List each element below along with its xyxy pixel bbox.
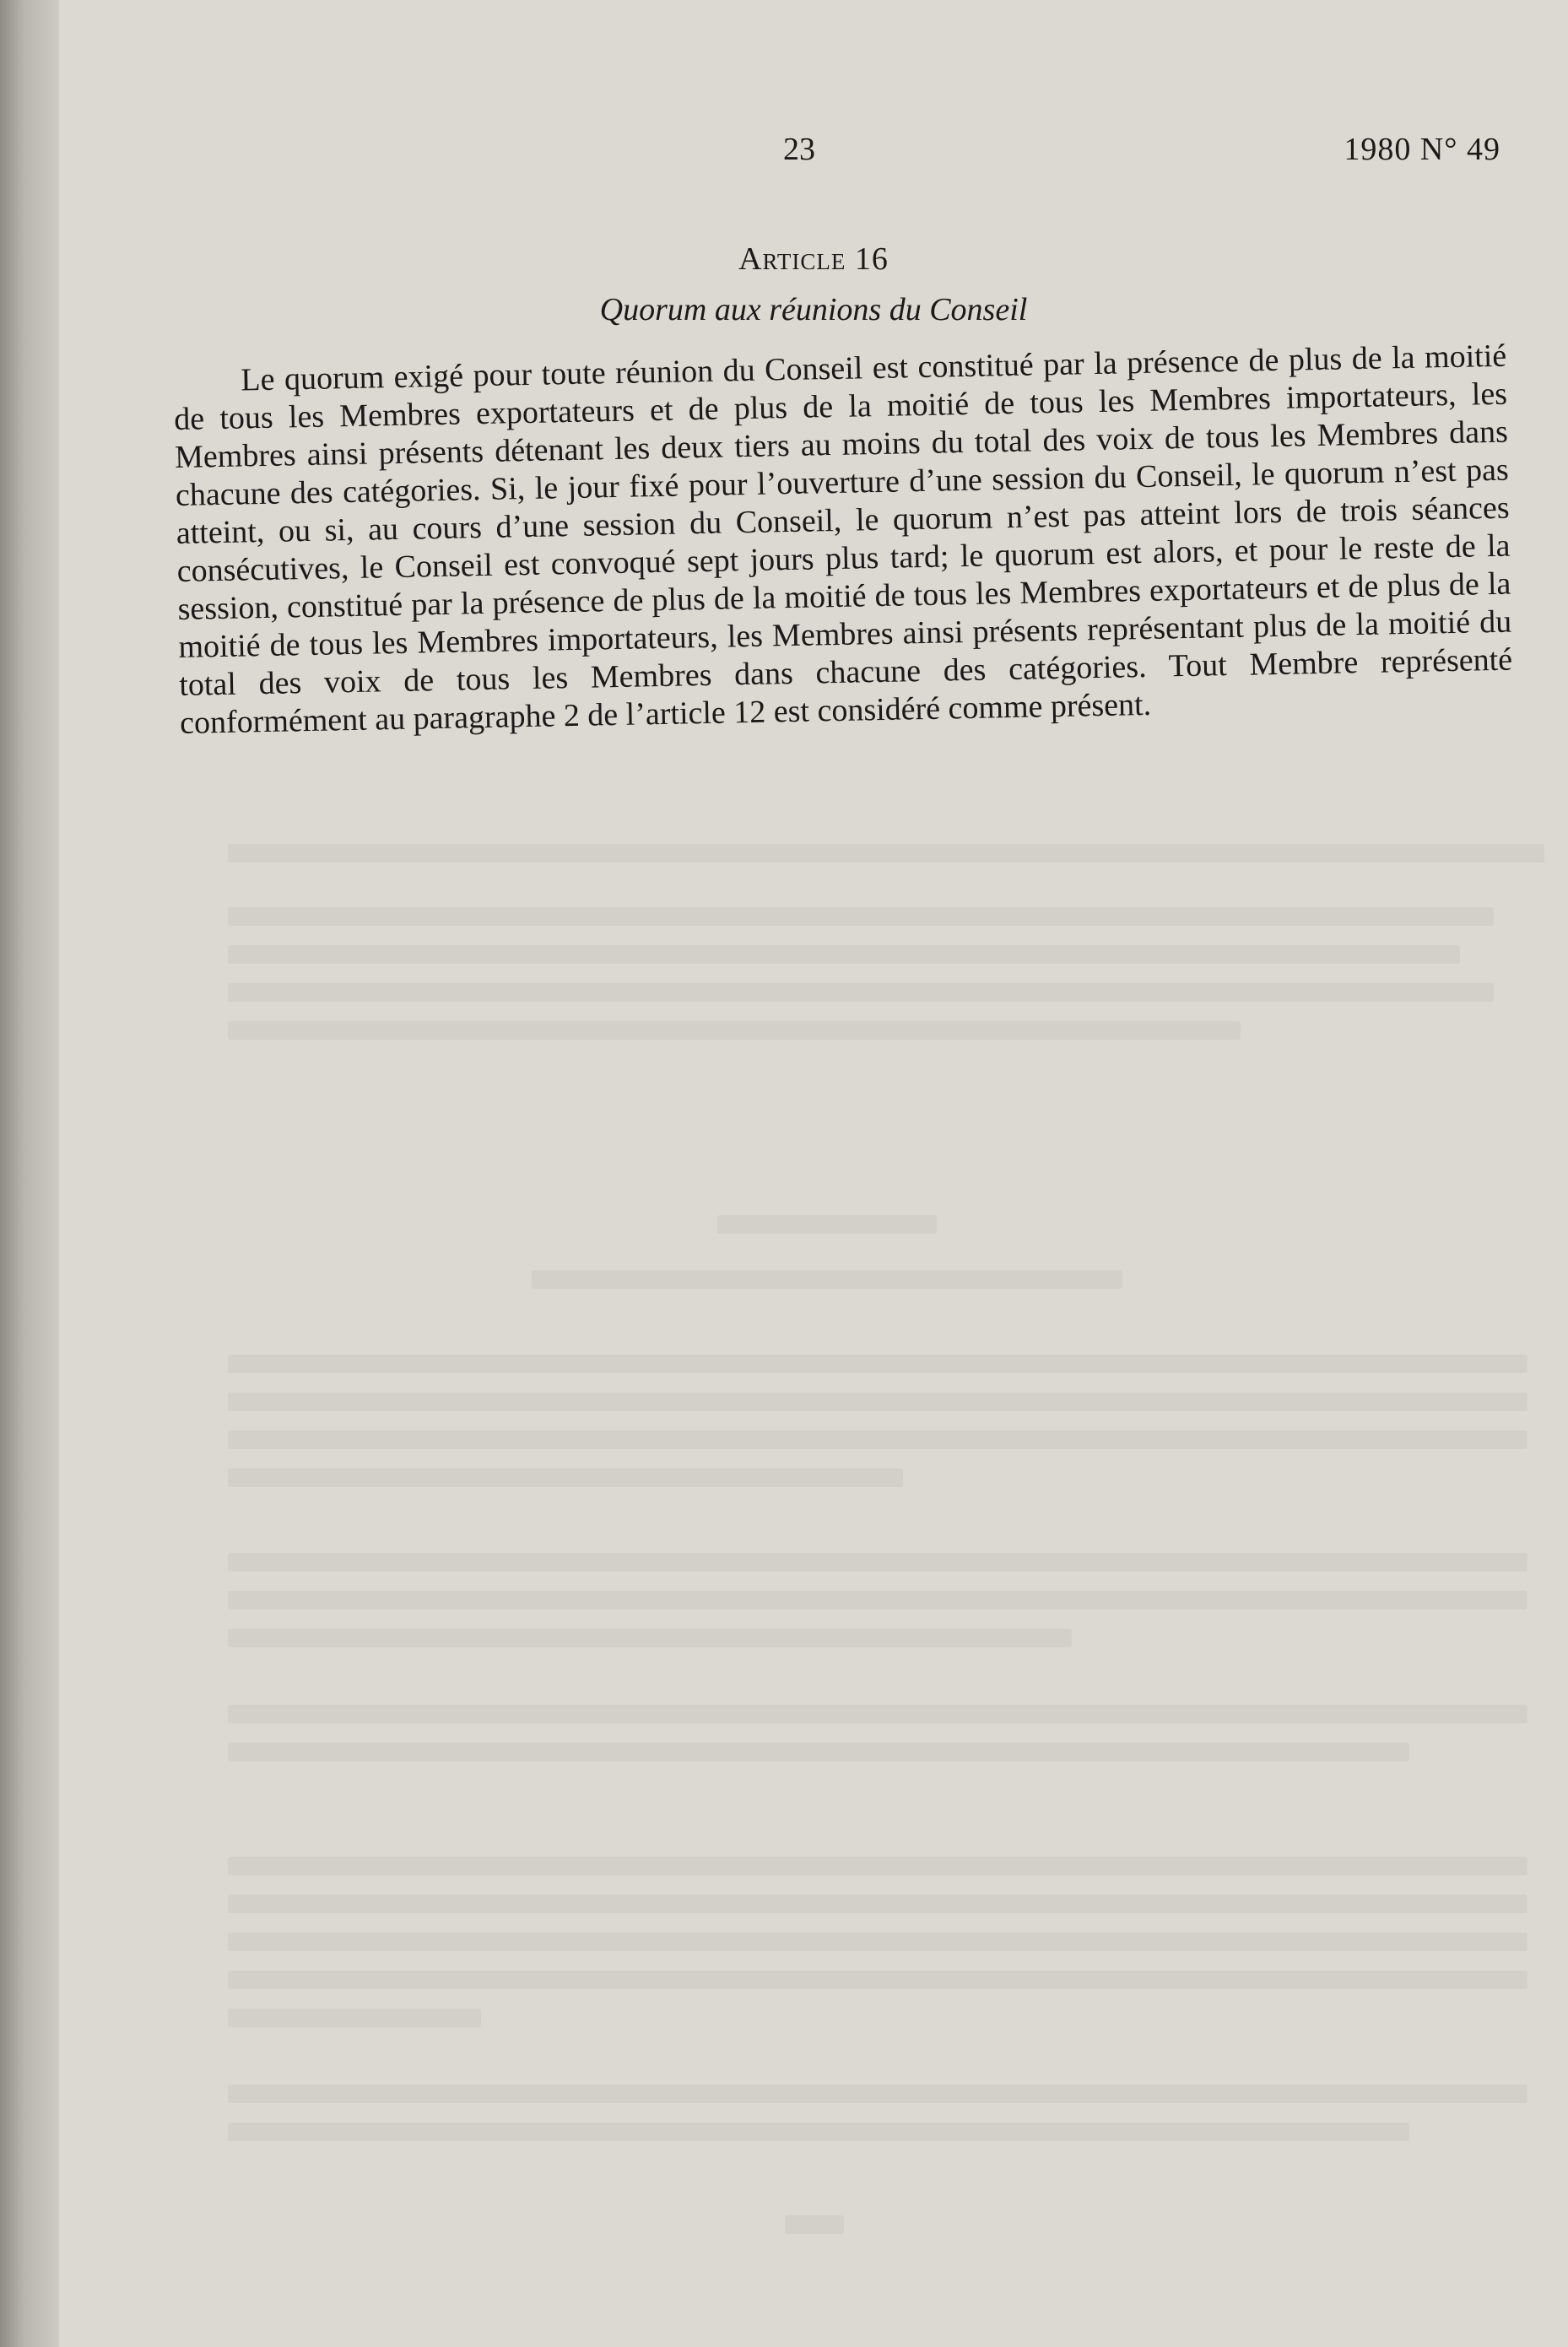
- bleed-through-line: [228, 2085, 1527, 2103]
- bleed-through-line: [228, 1393, 1527, 1411]
- article-subtitle: Quorum aux réunions du Conseil: [599, 292, 1028, 327]
- bleed-through-line: [228, 983, 1494, 1002]
- bleed-through-line: [228, 1553, 1527, 1571]
- bleed-through-line: [228, 907, 1494, 926]
- bleed-through-line: [228, 1743, 1409, 1761]
- bleed-through-line: [228, 1629, 1072, 1647]
- bleed-through-line: [228, 1971, 1527, 1989]
- bleed-through-line: [228, 2009, 481, 2027]
- bleed-through-line: [228, 1591, 1527, 1609]
- bleed-through-line: [228, 1468, 903, 1487]
- article-paragraph: Le quorum exigé pour toute réunion du Conseil est constitué par la présence de plus de la moitié de tous les Membres exportateurs et de plus de la moitié de tous les Membres importateurs, les Membres ainsi présents détenant les deux tiers au moins du total des voix de tous les Membres dans chacune des catégories. Si, le jour fixé pour l’ouverture d’une session du Conseil, le quorum n’est pas atteint, ou si, au cours d’une session du Conseil, le quorum n’est pas atteint lors de trois séances consécutives, le Conseil est convoqué sept jours plus tard; le quorum est alors, et pour le reste de la session, constitué par la présence de plus de la moitié de tous les Membres exportateurs et de plus de la moitié de tous les Membres importateurs, les Membres ainsi présents représentant plus de la moitié du total des voix de tous les Membres dans chacune des catégories. Tout Membre représenté conformément au paragraphe 2 de l’article 12 est considéré comme présent.: [173, 338, 1513, 741]
- bleed-through-line: [228, 1430, 1527, 1449]
- bleed-through-line: [228, 844, 1544, 863]
- bleed-through-line: [717, 1215, 937, 1234]
- running-head: [59, 131, 1568, 181]
- document-page: [59, 0, 1568, 2347]
- page-number: 23: [783, 132, 815, 167]
- document-reference: 1980 N° 49: [1344, 132, 1500, 167]
- article-heading: Article 16: [738, 241, 889, 277]
- book-gutter: [0, 0, 59, 2347]
- bleed-through-line: [228, 1021, 1241, 1040]
- bleed-through-line: [228, 1705, 1527, 1723]
- bleed-through-line: [228, 2123, 1409, 2141]
- bleed-through-line: [228, 1857, 1527, 1875]
- bleed-through-line: [228, 1895, 1527, 1913]
- bleed-through-line: [228, 1355, 1527, 1373]
- bleed-through-line: [532, 1270, 1122, 1289]
- bleed-through-line: [785, 2215, 844, 2234]
- bleed-through-line: [228, 945, 1460, 964]
- bleed-through-line: [228, 1933, 1527, 1951]
